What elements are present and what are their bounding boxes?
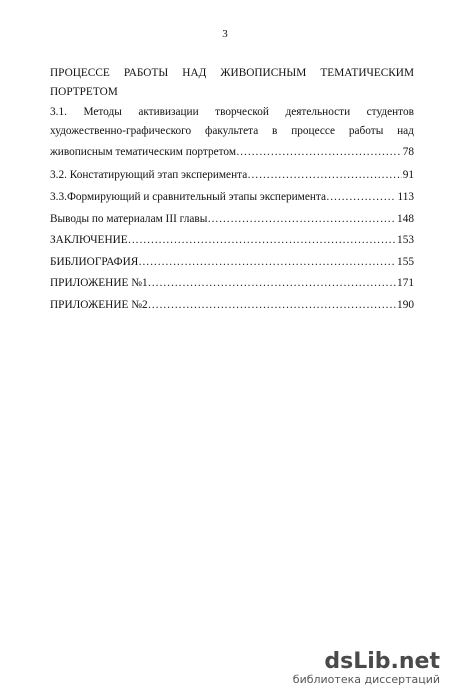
toc-entry-3-2[interactable] xyxy=(50,168,414,182)
toc-entry-page: 153 xyxy=(397,234,414,246)
toc-entry-title: ПРИЛОЖЕНИЕ №2 xyxy=(50,299,148,311)
toc-leader-dots xyxy=(207,212,396,226)
toc-word: Методы xyxy=(83,106,122,118)
toc-entry-3-3[interactable] xyxy=(50,190,414,204)
toc-entry-3-1[interactable] xyxy=(50,145,414,159)
table-of-contents xyxy=(50,0,414,697)
toc-entry-conclusions-ch3[interactable] xyxy=(50,212,414,226)
toc-word: активизации xyxy=(138,106,199,118)
heading-continuation-line2: ПОРТРЕТОМ xyxy=(50,86,118,98)
toc-entry-title: Выводы по материалам III главы xyxy=(50,213,208,225)
toc-word: процессе xyxy=(291,125,336,137)
heading-word: РАБОТЫ xyxy=(123,67,169,79)
page-number: 3 xyxy=(222,28,228,40)
heading-word: ЖИВОПИСНЫМ xyxy=(220,67,307,79)
toc-entry-title: ЗАКЛЮЧЕНИЕ xyxy=(50,234,128,246)
toc-entry-page: 155 xyxy=(397,256,414,268)
toc-leader-dots xyxy=(247,168,401,182)
toc-entry-appendix-2[interactable] xyxy=(50,298,414,312)
toc-word: работы xyxy=(348,125,384,137)
toc-word: в xyxy=(272,125,278,137)
toc-leader-dots xyxy=(128,233,396,247)
toc-entry-page: 148 xyxy=(397,213,414,225)
toc-entry-page: 91 xyxy=(402,169,414,181)
heading-continuation-line1 xyxy=(50,66,414,80)
toc-entry-page: 190 xyxy=(397,299,414,311)
toc-word: студентов xyxy=(366,106,414,118)
toc-entry-bibliography[interactable] xyxy=(50,255,414,269)
toc-entry-page: 78 xyxy=(402,146,414,158)
section-3-1-line2 xyxy=(50,124,414,138)
dslib-watermark xyxy=(293,651,440,687)
toc-entry-title: БИБЛИОГРАФИЯ xyxy=(50,256,139,268)
heading-word: НАД xyxy=(182,67,207,79)
toc-leader-dots xyxy=(236,145,402,159)
watermark-subtitle: библиотека диссертаций xyxy=(292,673,440,686)
toc-word: 3.1. xyxy=(50,106,67,118)
section-3-1-line1 xyxy=(50,105,414,119)
toc-entry-appendix-1[interactable] xyxy=(50,276,414,290)
toc-entry-conclusion[interactable] xyxy=(50,233,414,247)
toc-entry-page: 113 xyxy=(397,191,414,203)
toc-leader-dots xyxy=(148,298,396,312)
toc-word: творческой xyxy=(215,106,269,118)
watermark-logo: dsLib.net xyxy=(324,649,440,674)
heading-word: ПРОЦЕССЕ xyxy=(50,67,110,79)
toc-word: деятельности xyxy=(285,106,351,118)
toc-leader-dots xyxy=(138,255,396,269)
toc-leader-dots xyxy=(326,190,396,204)
toc-word: факультета xyxy=(205,125,259,137)
toc-word: над xyxy=(397,125,414,137)
toc-entry-title: 3.2. Констатирующий этап эксперимента xyxy=(50,169,248,181)
toc-entry-page: 171 xyxy=(397,277,414,289)
toc-word: художественно-графического xyxy=(50,125,192,137)
toc-leader-dots xyxy=(148,276,396,290)
toc-entry-title: живописным тематическим портретом xyxy=(50,146,236,158)
toc-entry-title: 3.3.Формирующий и сравнительный этапы эксперимента xyxy=(50,191,326,203)
toc-entry-title: ПРИЛОЖЕНИЕ №1 xyxy=(50,277,148,289)
heading-word: ТЕМАТИЧЕСКИМ xyxy=(320,67,414,79)
